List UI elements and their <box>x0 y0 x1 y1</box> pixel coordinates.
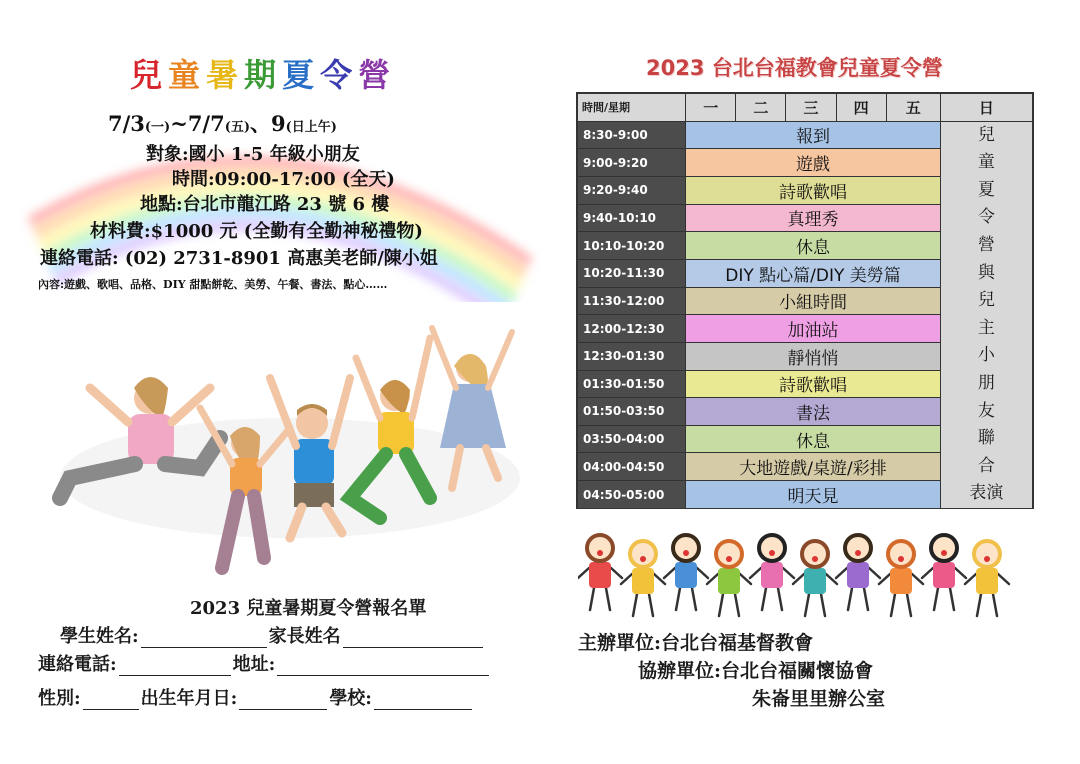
schedule-time: 9:40-10:10 <box>578 204 686 232</box>
schedule-time: 04:00-04:50 <box>578 453 686 481</box>
camp-target: 對象:國小 1-5 年級小朋友 <box>146 144 360 165</box>
title-char: 期 <box>244 56 283 94</box>
cartoon-child <box>836 535 880 610</box>
schedule-table <box>576 92 1034 509</box>
sunday-program-char: 合 <box>977 455 995 476</box>
schedule-activity: 加油站 <box>686 315 941 343</box>
schedule-activity: 詩歌歡唱 <box>686 176 941 204</box>
student-name-field[interactable] <box>141 629 267 648</box>
camp-contact: 連絡電話: (02) 2731-8901 高惠美老師/陳小姐 <box>40 248 438 269</box>
schedule-activity: 書法 <box>686 398 941 426</box>
cartoon-child <box>578 535 622 610</box>
schedule-time: 01:50-03:50 <box>578 398 686 426</box>
cartoon-child <box>664 535 708 610</box>
parent-name-label: 家長姓名 <box>268 626 341 647</box>
camp-dates: 7/3(一)~7/7(五)、9(日上午) <box>108 111 337 136</box>
phone-label: 連絡電話: <box>38 654 117 675</box>
schedule-time: 01:30-01:50 <box>578 370 686 398</box>
sunday-program-char: 聯 <box>977 428 995 449</box>
camp-time: 時間:09:00-17:00 (全天) <box>172 169 395 190</box>
address-field[interactable] <box>277 657 489 676</box>
header-day: 一 <box>686 94 736 122</box>
schedule-activity: 遊戲 <box>686 149 941 177</box>
title-char: 營 <box>358 56 397 94</box>
registration-form-title: 2023 兒童暑期夏令營報名單 <box>190 598 427 619</box>
registration-row-contact <box>38 650 491 676</box>
header-sunday: 日 <box>940 94 1032 122</box>
sunday-program-char: 小 <box>977 345 995 366</box>
schedule-time: 11:30-12:00 <box>578 287 686 315</box>
gender-label: 性別: <box>38 688 81 709</box>
birthday-field[interactable] <box>239 691 327 710</box>
cartoon-child <box>965 541 1009 616</box>
registration-row-personal <box>38 684 474 710</box>
schedule-time: 10:20-11:30 <box>578 259 686 287</box>
school-field[interactable] <box>374 691 472 710</box>
schedule-time: 04:50-05:00 <box>578 481 686 509</box>
camp-title <box>130 50 397 94</box>
header-time-label: 時間/星期 <box>578 94 686 122</box>
schedule-activity: 休息 <box>686 425 941 453</box>
cartoon-child <box>621 541 665 616</box>
title-char: 童 <box>168 56 207 94</box>
organizer-text: 主辦單位:台北台福基督教會 <box>578 632 814 654</box>
phone-field[interactable] <box>119 657 231 676</box>
sunday-program-char: 與 <box>977 262 995 283</box>
schedule-time: 12:00-12:30 <box>578 315 686 343</box>
cartoon-child <box>922 535 966 610</box>
address-label: 地址: <box>232 654 276 675</box>
sunday-program-char: 營 <box>977 234 995 255</box>
schedule-activity: 休息 <box>686 232 941 260</box>
camp-fee: 材料費:$1000 元 (全勤有全勤神秘禮物) <box>90 221 423 242</box>
parent-name-field[interactable] <box>343 629 483 648</box>
gender-field[interactable] <box>83 691 139 710</box>
schedule-title: 2023 台北台福教會兒童夏令營 <box>646 56 943 80</box>
title-char: 暑 <box>206 56 245 94</box>
cartoon-child <box>879 541 923 616</box>
camp-place: 地點:台北市龍江路 23 號 6 樓 <box>140 194 390 215</box>
sunday-program-char: 朋 <box>977 372 995 393</box>
sunday-program-char: 夏 <box>977 179 995 200</box>
cartoon-child <box>793 541 837 616</box>
cartoon-child <box>750 535 794 610</box>
schedule-time: 12:30-01:30 <box>578 342 686 370</box>
jumping-kids-photo <box>50 318 530 583</box>
sunday-program-char: 童 <box>977 152 995 173</box>
schedule-time: 10:10-10:20 <box>578 232 686 260</box>
schedule-time: 9:00-9:20 <box>578 149 686 177</box>
camp-content: 內容:遊戲、歌唱、品格、DIY 甜點餅乾、美勞、午餐、書法、點心…… <box>38 278 388 291</box>
header-day: 五 <box>886 94 940 122</box>
sunday-program-char: 令 <box>977 207 995 228</box>
sunday-program-char: 主 <box>977 317 995 338</box>
co-organizer-text-2: 朱崙里里辦公室 <box>752 688 886 710</box>
schedule-activity: 詩歌歡唱 <box>686 370 941 398</box>
schedule-activity: 大地遊戲/桌遊/彩排 <box>686 453 941 481</box>
sunday-program-char: 兒 <box>977 124 995 145</box>
title-char: 夏 <box>282 56 321 94</box>
header-day: 三 <box>786 94 836 122</box>
sunday-program-char: 兒 <box>977 290 995 311</box>
sunday-program-char: 友 <box>977 400 995 421</box>
schedule-header-row <box>578 94 1033 122</box>
birthday-label: 出生年月日: <box>140 688 238 709</box>
schedule-time: 03:50-04:00 <box>578 425 686 453</box>
sunday-program-char: 表演 <box>969 483 1004 504</box>
co-organizer-text: 協辦單位:台北台福關懷協會 <box>638 660 874 682</box>
schedule-activity: 小組時間 <box>686 287 941 315</box>
schedule-activity: 明天見 <box>686 481 941 509</box>
schedule-activity: 報到 <box>686 121 941 149</box>
schedule-time: 8:30-9:00 <box>578 121 686 149</box>
header-day: 二 <box>736 94 786 122</box>
registration-row-names <box>60 622 485 648</box>
schedule-time: 9:20-9:40 <box>578 176 686 204</box>
schedule-activity: 真理秀 <box>686 204 941 232</box>
cartoon-child <box>707 541 751 616</box>
school-label: 學校: <box>329 688 372 709</box>
schedule-row <box>578 121 1033 149</box>
title-char: 兒 <box>130 56 169 94</box>
cartoon-children-illustration <box>578 526 1018 618</box>
sunday-program <box>940 121 1032 508</box>
student-name-label: 學生姓名: <box>60 626 139 647</box>
schedule-activity: DIY 點心篇/DIY 美勞篇 <box>686 259 941 287</box>
title-char: 令 <box>320 56 359 94</box>
schedule-activity: 靜悄悄 <box>686 342 941 370</box>
header-day: 四 <box>836 94 886 122</box>
